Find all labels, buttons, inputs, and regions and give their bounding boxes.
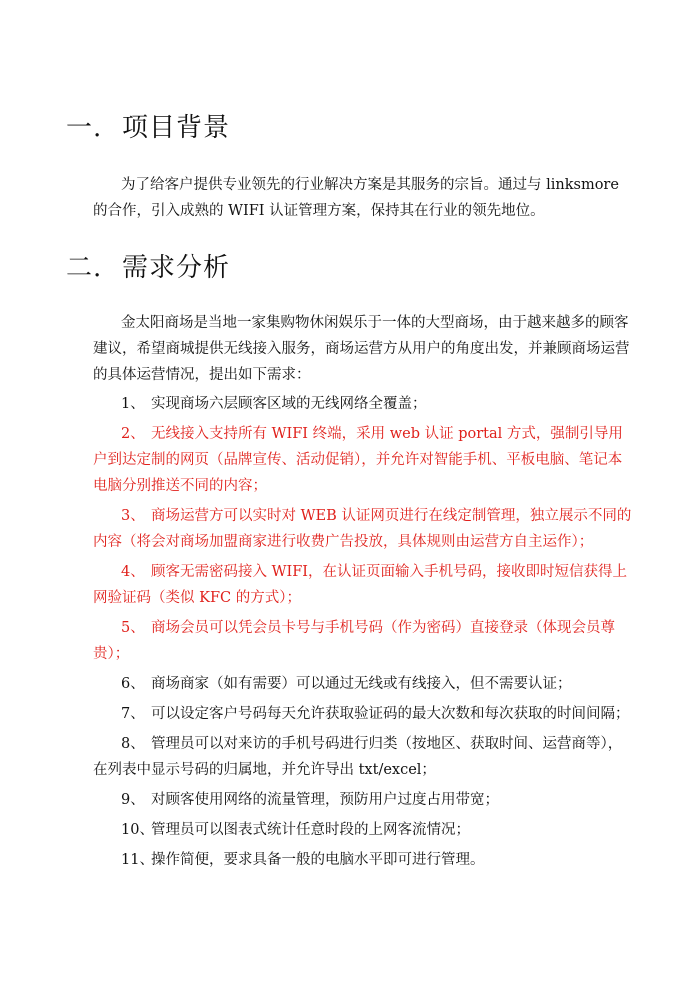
requirement-number: 5、 bbox=[121, 620, 145, 636]
requirement-number: 3、 bbox=[121, 508, 145, 524]
section-title: 项目背景 bbox=[122, 113, 231, 143]
requirement-text: 商场商家（如有需要）可以通过无线或有线接入，但不需要认证； bbox=[151, 676, 572, 692]
requirement-text: 对顾客使用网络的流量管理，预防用户过度占用带宽； bbox=[151, 792, 499, 808]
requirement-number: 8、 bbox=[121, 736, 145, 752]
requirement-number: 2、 bbox=[121, 426, 145, 442]
section-number: 二. bbox=[66, 253, 103, 283]
section-heading-background bbox=[66, 112, 230, 144]
requirement-text: 顾客无需密码接入 WIFI，在认证页面输入手机号码，接收即时短信获得上网验证码（类似 KFC 的方式）； bbox=[93, 564, 628, 606]
requirement-item bbox=[93, 421, 635, 499]
requirement-item bbox=[93, 391, 635, 417]
requirement-number: 6、 bbox=[121, 676, 145, 692]
requirement-text: 可以设定客户号码每天允许获取验证码的最大次数和每次获取的时间间隔； bbox=[151, 706, 630, 722]
requirement-text: 实现商场六层顾客区域的无线网络全覆盖； bbox=[151, 396, 427, 412]
requirement-text: 管理员可以图表式统计任意时段的上网客流情况； bbox=[151, 822, 470, 838]
requirement-text: 商场会员可以凭会员卡号与手机号码（作为密码）直接登录（体现会员尊贵）； bbox=[93, 620, 615, 662]
requirement-number: 4、 bbox=[121, 564, 145, 580]
requirement-item bbox=[93, 615, 635, 667]
section-number: 一. bbox=[66, 113, 103, 143]
requirement-text: 管理员可以对来访的手机号码进行归类（按地区、获取时间、运营商等），在列表中显示号码的归属地，并允许导出 txt/excel； bbox=[93, 736, 623, 778]
requirement-item bbox=[93, 671, 635, 697]
requirement-item bbox=[93, 847, 635, 873]
requirement-number: 10、 bbox=[121, 822, 154, 838]
requirement-item bbox=[93, 731, 635, 783]
section-title: 需求分析 bbox=[122, 253, 231, 283]
requirement-text: 操作简便，要求具备一般的电脑水平即可进行管理。 bbox=[151, 852, 485, 868]
requirement-number: 1、 bbox=[121, 396, 145, 412]
requirement-number: 9、 bbox=[121, 792, 145, 808]
background-paragraph bbox=[93, 172, 633, 224]
requirement-item bbox=[93, 503, 635, 555]
requirement-item bbox=[93, 559, 635, 611]
background-paragraph-text: 为了给客户提供专业领先的行业解决方案是其服务的宗旨。通过与 linksmore 的合作，引入成熟的 WIFI 认证管理方案，保持其在行业的领先地位。 bbox=[93, 177, 619, 219]
requirements-list bbox=[93, 391, 635, 877]
requirement-number: 7、 bbox=[121, 706, 145, 722]
requirement-number: 11、 bbox=[121, 852, 154, 868]
requirement-text: 商场运营方可以实时对 WEB 认证网页进行在线定制管理，独立展示不同的内容（将会对商场加盟商家进行收费广告投放，具体规则由运营方自主运作）； bbox=[93, 508, 632, 550]
requirements-intro-paragraph bbox=[93, 310, 633, 388]
requirement-item bbox=[93, 701, 635, 727]
requirement-text: 无线接入支持所有 WIFI 终端，采用 web 认证 portal 方式，强制引导用户到达定制的网页（品牌宣传、活动促销），并允许对智能手机、平板电脑、笔记本电脑分别推送不同的内容； bbox=[93, 426, 623, 494]
requirement-item bbox=[93, 817, 635, 843]
requirements-intro-text: 金太阳商场是当地一家集购物休闲娱乐于一体的大型商场，由于越来越多的顾客建议，希望商城提供无线接入服务，商场运营方从用户的角度出发，并兼顾商场运营的具体运营情况，提出如下需求： bbox=[93, 315, 630, 383]
section-heading-requirements bbox=[66, 252, 230, 284]
requirement-item bbox=[93, 787, 635, 813]
